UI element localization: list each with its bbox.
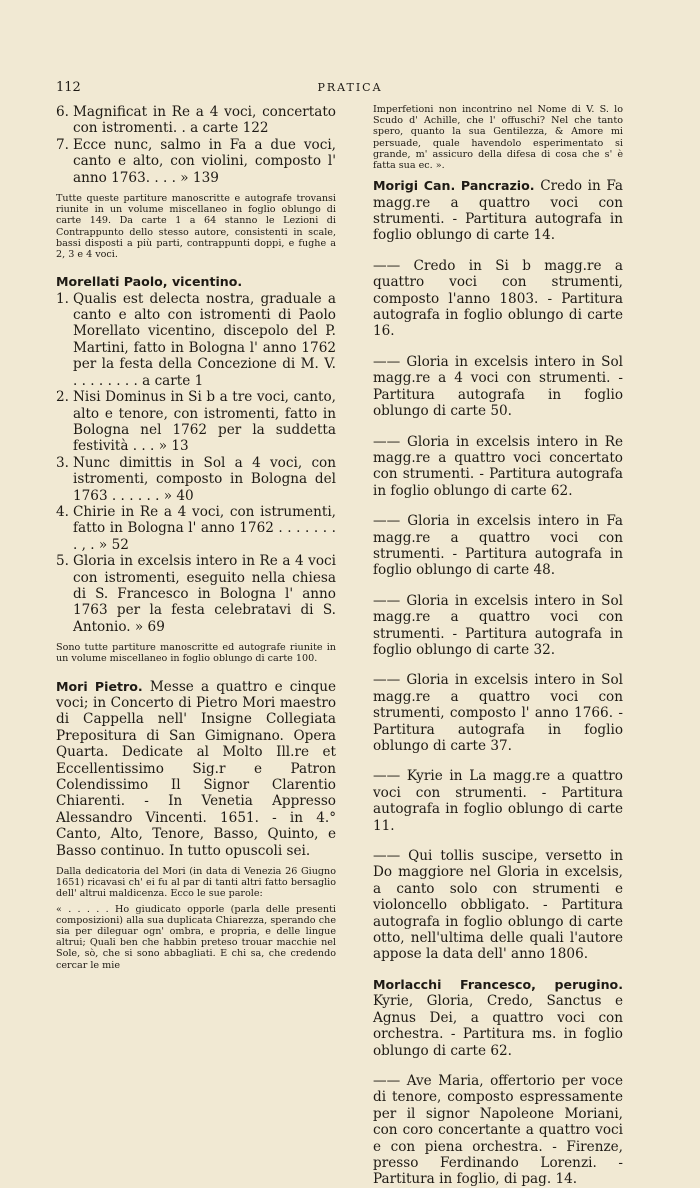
right-column bbox=[373, 104, 623, 1188]
list-item: —— Credo in Si b magg.re a quattro voci con strumenti, composto l'anno 1803. - Partitura autografa in foglio oblungo di carte 16. bbox=[373, 257, 623, 340]
list-item: 3. Nunc dimittis in Sol a 4 voci, con istromenti, composto in Bologna del 1763 . . . . . . » 40 bbox=[56, 454, 336, 504]
list-item: —— Gloria in excelsis intero in Sol magg.re a 4 voci con strumenti. - Partitura autografa in foglio oblungo di carte 50. bbox=[373, 353, 623, 420]
footnote: Sono tutte partiture manoscritte ed autografe riunite in un volume miscellaneo in foglio oblungo di carte 100. bbox=[56, 642, 336, 665]
list-item: 2. Nisi Dominus in Si b a tre voci, canto, alto e tenore, con istromenti, fatto in Bologna nel 1762 per la suddetta festività . . . » 13 bbox=[56, 389, 336, 455]
footnote: Tutte queste partiture manoscritte e autografe trovansi riunite in un volume miscellaneo in foglio oblungo di carte 149. Da carte 1 a 64 stanno le Lezioni di Contrappunto dello stesso autore, consistenti in scale, bassi disposti a più parti, contrappunti doppi, e fughe a 2, 3 e 4 voci. bbox=[56, 193, 336, 261]
entry-morigi: Morigi Can. Pancrazio. Credo in Fa magg.re a quattro voci con strumenti. - Partitura autografa in foglio oblungo di carte 14. bbox=[373, 178, 623, 244]
list-item: —— Gloria in excelsis intero in Re magg.re a quattro voci concertato con strumenti. - Partitura autografa in foglio oblungo di carte 62. bbox=[373, 433, 623, 499]
list-item: 5. Gloria in excelsis intero in Re a 4 voci con istromenti, eseguito nella chiesa di S. Francesco in Bologna l' anno 1763 per la festa celebratavi di S. Antonio. » 69 bbox=[56, 553, 336, 635]
entry-morlacchi: Morlacchi Francesco, perugino. Kyrie, Gloria, Credo, Sanctus e Agnus Dei, a quattro voci con orchestra. - Partitura ms. in foglio oblungo di carte 62. bbox=[373, 976, 623, 1059]
quotation: « . . . . . Ho giudicato opporle (parla delle presenti composizioni) alla sua duplicata Chiarezza, sperando che sia per dileguar ogn' ombra, e propria, e delle lingue altrui; Quali ben che habbin preteso trouar macchie nel Sole, sò, che si sono abbagliati. E chi sa, che credendo cercar le mie bbox=[56, 903, 336, 971]
list-item: —— Gloria in excelsis intero in Sol magg.re a quattro voci con strumenti. - Partitura autografa in foglio oblungo di carte 32. bbox=[373, 592, 623, 658]
list-item: —— Ave Maria, offertorio per voce di tenore, composto espressamente per il signor Napoleone Moriani, con coro concertante a quattro voci e con piena orchestra. - Firenze, presso Ferdinando Lorenzi. - Partitura in foglio, di pag. 14. bbox=[373, 1072, 623, 1188]
list-item: 1. Qualis est delecta nostra, graduale a canto e alto con istromenti di Paolo Morellato vicentino, discepolo del P. Martini, fatto in Bologna l' anno 1762 per la festa della Concezione di M. V. . . . . . . . . a carte 1 bbox=[56, 290, 336, 389]
list-item: —— Qui tollis suscipe, versetto in Do maggiore nel Gloria in excelsis, a canto solo con strumenti e violoncello obbligato. - Partitura autografa in foglio oblungo di carte otto, nell'ultima delle quali l'autore appose la data dell' anno 1806. bbox=[373, 848, 623, 963]
left-column bbox=[56, 104, 336, 971]
running-head bbox=[56, 80, 644, 100]
list-item: 4. Chirie in Re a 4 voci, con istrumenti, fatto in Bologna l' anno 1762 . . . . . . . . , . » 52 bbox=[56, 503, 336, 553]
list-item: —— Kyrie in La magg.re a quattro voci con strumenti. - Partitura autografa in foglio oblungo di carte 11. bbox=[373, 768, 623, 834]
list-item: 7. Ecce nunc, salmo in Fa a due voci, canto e alto, con violini, composto l' anno 1763. . . . » 139 bbox=[56, 136, 336, 186]
section-heading: Morellati Paolo, vicentino. bbox=[56, 274, 243, 290]
page-number: 112 bbox=[56, 80, 81, 95]
entry-mori: Mori Pietro. Messe a quattro e cinque voci; in Concerto di Pietro Mori maestro di Cappella nell' Insigne Collegiata Prepositura di San Gimignano. Opera Quarta. Dedicate al Molto Ill.re et Eccellentissimo Sig.r e Patron Colendissimo Il Signor Clarentio Chiarenti. - In Venetia Appresso Alessandro Vincenti. 1651. - in 4.° Canto, Alto, Tenore, Basso, Quinto, e Basso continuo. In tutto opuscoli sei. bbox=[56, 678, 337, 859]
list-item: —— Gloria in excelsis intero in Fa magg.re a quattro voci con strumenti. - Partitura autografa in foglio oblungo di carte 48. bbox=[373, 513, 623, 579]
quotation-continued: Imperfetioni non incontrino nel Nome di V. S. lo Scudo d' Achille, che l' offuschi? Nel che tanto spero, quanto la sua Gentilezza, & Amore mi persuade, quale havendolo esperimentato si grande, m' assicuro della difesa di cosa che s' è fatta sua ec. ». bbox=[373, 104, 623, 172]
list-item: —— Gloria in excelsis intero in Sol magg.re a quattro voci con strumenti, composto l' anno 1766. - Partitura autografa in foglio oblungo di carte 37. bbox=[373, 672, 623, 754]
running-title: PRATICA bbox=[317, 81, 383, 94]
footnote: Dalla dedicatoria del Mori (in data di Venezia 26 Giugno 1651) ricavasi ch' ei fu al par di tanti altri fatto bersaglio dell' altrui maldicenza. Ecco le sue parole: bbox=[56, 866, 336, 900]
list-item: 6. Magnificat in Re a 4 voci, concertato con istromenti. . a carte 122 bbox=[56, 104, 336, 137]
